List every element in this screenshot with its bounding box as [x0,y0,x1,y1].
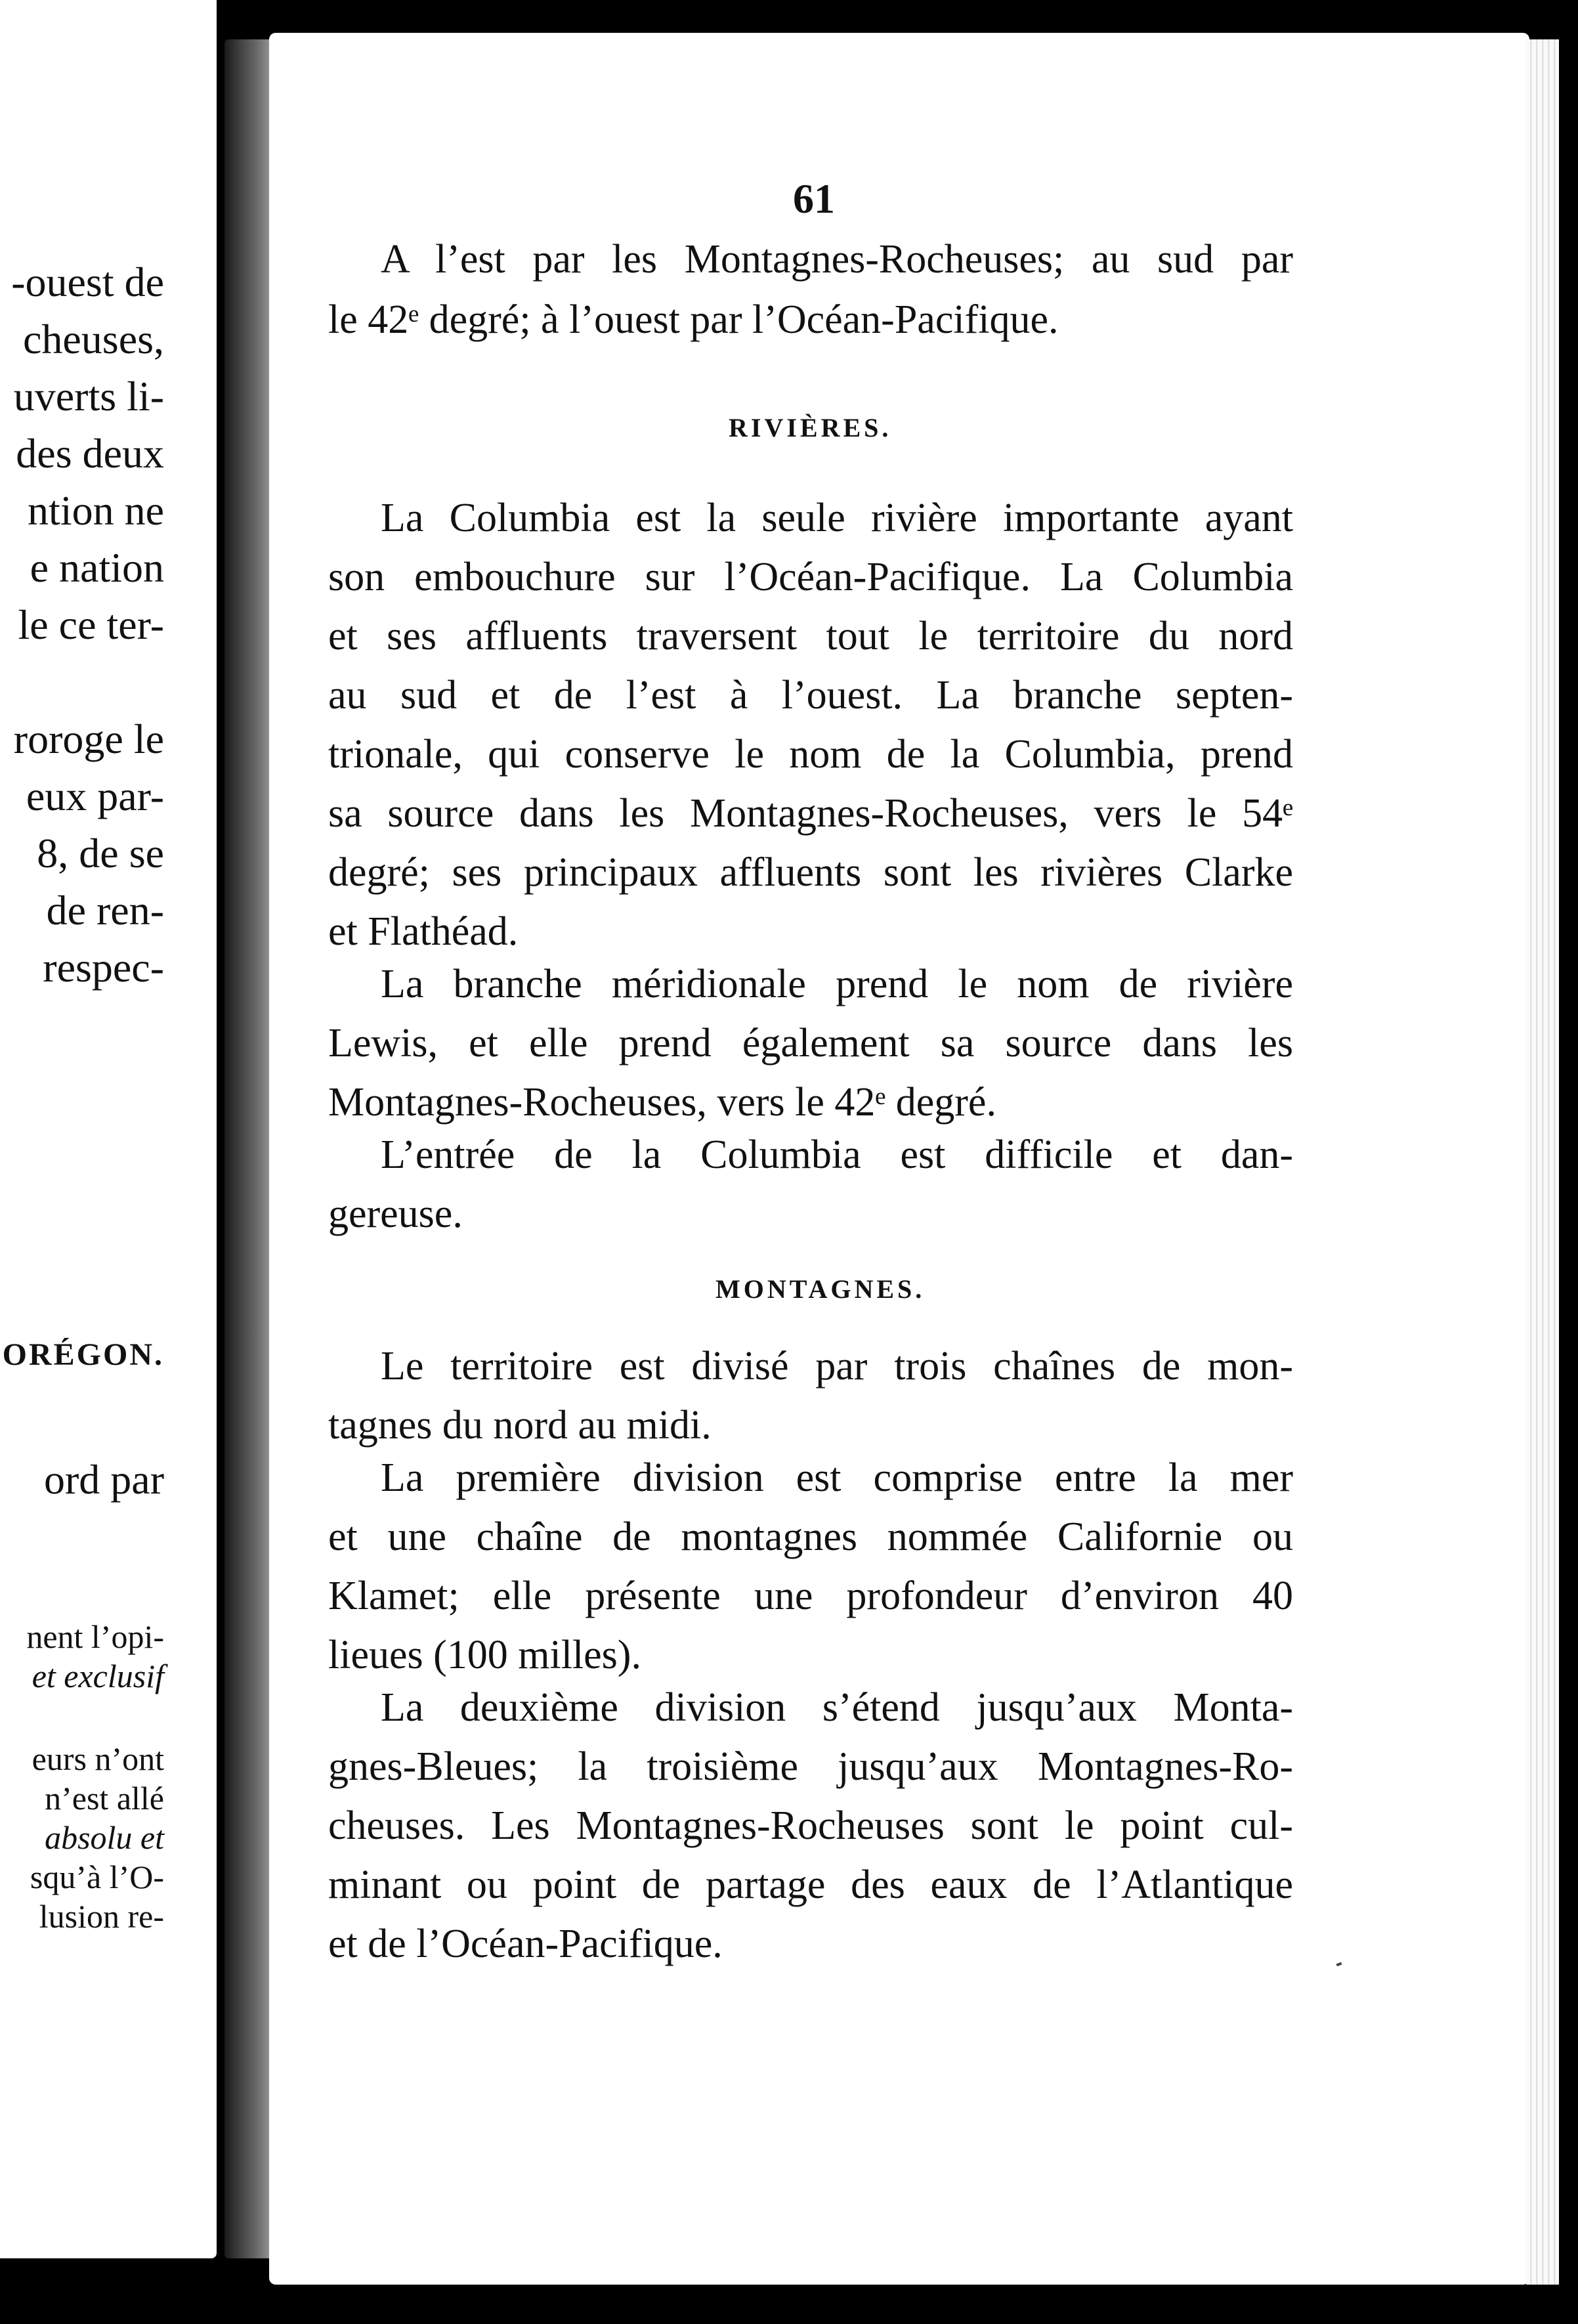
text-line: et de l’Océan-Pacifique. [328,1922,723,1966]
text-line: La deuxième division s’étend jusqu’aux Monta- [381,1685,1293,1730]
left-page-note-line: n’est allé [45,1780,164,1817]
left-page-line: 8, de se [37,830,164,876]
text-line: et Flathéad. [328,909,519,954]
left-page-note-line: absolu et [45,1819,164,1856]
left-page-note-line: squ’à l’O- [30,1859,164,1895]
text-line: cheuses. Les Montagnes-Rocheuses sont le point cul- [328,1803,1293,1848]
text-line: sa source dans les Montagnes-Rocheuses, vers le 54ᵉ [328,791,1293,836]
section-heading-mountains: MONTAGNES. [715,1274,926,1304]
left-page-line: uverts li- [13,373,164,420]
text-line: degré; ses principaux affluents sont les rivières Clarke [328,850,1293,895]
text-line: et une chaîne de montagnes nommée Californie ou [328,1515,1293,1559]
left-page-line: e nation [30,544,164,591]
left-page-note-line: eurs n’ont [32,1740,164,1777]
page-edges [1526,39,1559,2285]
text-line: Le territoire est divisé par trois chaînes de mon- [381,1344,1293,1388]
text-line: gnes-Bleues; la troisième jusqu’aux Montagnes-Ro- [328,1744,1293,1789]
left-page-line: -ouest de [11,259,164,305]
text-line: minant ou point de partage des eaux de l’Atlantique [328,1862,1293,1907]
text-line: le 42ᵉ degré; à l’ouest par l’Océan-Pacifique. [328,297,1059,342]
page-number: 61 [793,175,835,222]
text-line: tagnes du nord au midi. [328,1403,712,1448]
left-page-heading: ORÉGON. [2,1337,164,1372]
text-line: au sud et de l’est à l’ouest. La branche septen- [328,673,1293,718]
text-line: trionale, qui conserve le nom de la Columbia, prend [328,732,1293,777]
text-line: Lewis, et elle prend également sa source dans les [328,1021,1293,1065]
left-page-line: cheuses, [22,316,164,362]
text-line: A l’est par les Montagnes-Rocheuses; au sud par [381,237,1293,282]
text-line: et ses affluents traversent tout le territoire du nord [328,614,1293,658]
left-page-fragment [0,0,217,2258]
left-page-line: ord par [43,1456,164,1503]
text-line: son embouchure sur l’Océan-Pacifique. La Columbia [328,555,1293,599]
section-heading-rivers: RIVIÈRES. [729,413,892,442]
left-page-note-line: nent l’opi- [26,1618,164,1655]
left-page-line: roroge le [13,716,164,762]
text-line: La branche méridionale prend le nom de rivière [381,962,1293,1006]
text-line: L’entrée de la Columbia est difficile et dan- [381,1132,1293,1177]
left-page-line: des deux [16,430,164,477]
text-line: gereuse. [328,1192,463,1236]
text-line: lieues (100 milles). [328,1633,641,1677]
left-page-line: ntion ne [28,487,164,534]
text-line: La Columbia est la seule rivière importante ayant [381,496,1293,540]
left-page-line: le ce ter- [18,601,164,648]
left-page-note-line: et exclusif [32,1658,164,1694]
text-line: Klamet; elle présente une profondeur d’environ 40 [328,1574,1293,1618]
left-page-note-line: lusion re- [39,1898,164,1935]
left-page-line: respec- [43,944,164,991]
left-page-line: eux par- [26,773,164,819]
text-line: La première division est comprise entre la mer [381,1455,1293,1500]
left-page-line: de ren- [46,887,164,934]
text-line: Montagnes-Rocheuses, vers le 42ᵉ degré. [328,1080,996,1125]
